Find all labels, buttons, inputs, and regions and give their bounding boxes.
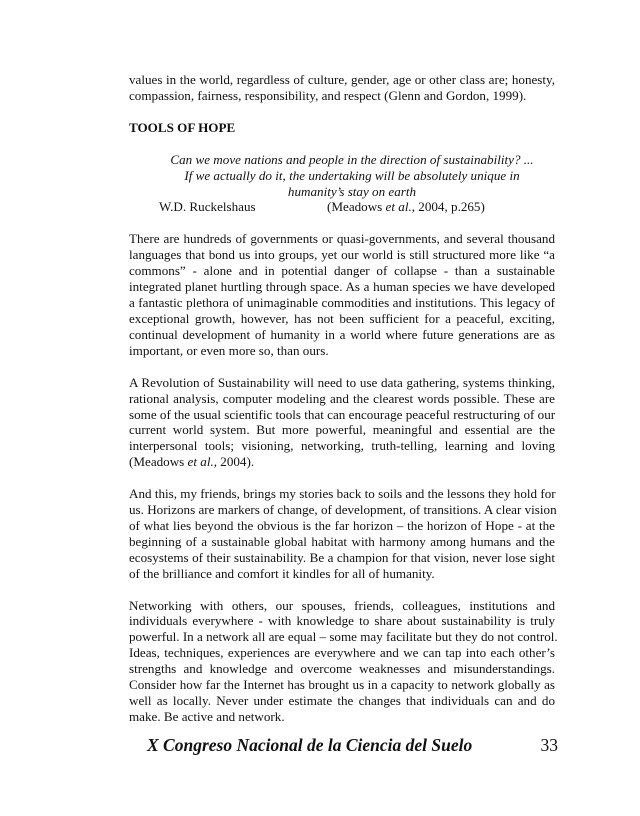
text-line: make. Be active and network.: [129, 708, 285, 724]
citation-text: , 2004).: [213, 454, 255, 470]
paragraph-networking: [129, 597, 558, 725]
text-line: us. Horizons are markers of change, of development, of transitions. A clear vision: [129, 502, 557, 518]
text-line: Ideas, techniques, experiences are everywhere and we can tap into each other’s: [129, 645, 555, 661]
text-line: beginning of a sustainable global habitat with harmony among humans and the: [129, 533, 555, 549]
epigraph-author: W.D. Ruckelshaus: [159, 199, 256, 215]
epigraph-attribution: [129, 199, 555, 215]
text-line: continual development of humanity in a world where future generations are as: [129, 326, 555, 342]
citation-etal: et al.: [187, 454, 214, 470]
epigraph-line: Can we move nations and people in the direction of sustainability? ...: [170, 151, 534, 167]
text-line: powerful. In a network all are equal – some may facilitate but they do not control.: [129, 629, 558, 645]
epigraph-line: humanity’s stay on earth: [287, 183, 417, 199]
text-line: integrated planet hurtling through space. As a human species we have developed: [129, 279, 555, 295]
text-line: rational analysis, computer modeling and the clearest words possible. These are: [129, 390, 555, 406]
text-line: Consider how far the Internet has brought us in a capacity to network globally as: [129, 677, 555, 693]
text-line: of the brilliance and comfort it kindles for all of humanity.: [129, 565, 435, 581]
text-line: languages that bond us into groups, yet our world is still structured more like “a: [129, 247, 555, 263]
page-body: [129, 72, 558, 741]
text-line: strengths and knowledge and overcome weaknesses and misunderstandings.: [129, 661, 555, 677]
text-line: And this, my friends, brings my stories back to soils and the lessons they hold for: [129, 486, 556, 502]
continued-paragraph: [129, 72, 555, 104]
text-line: Networking with others, our spouses, friends, colleagues, institutions and: [129, 597, 555, 613]
text-line: important, or even more so, than ours.: [129, 342, 329, 358]
paragraph-revolution: [129, 375, 555, 470]
text-line: a fantastic plethora of unimaginable commodities and institutions. This legacy of: [129, 295, 555, 311]
text-line: ecosystems of their sustainability. Be a champion for that vision, never lose sight: [129, 549, 555, 565]
text-line: compassion, fairness, responsibility, and respect (Glenn and Gordon, 1999).: [129, 87, 527, 103]
epigraph-quote: [129, 152, 555, 200]
text-line: of what lies beyond the obvious is the far horizon – the horizon of Hope - at the: [129, 517, 555, 533]
text-line: current world system. But more powerful, meaningful and essential are the: [129, 422, 555, 438]
text-line: exceptional growth, however, has not been sufficient for a peaceful, exciting,: [129, 310, 555, 326]
citation-etal: et al.: [385, 199, 412, 215]
text-line: [129, 454, 555, 470]
text-line: well as locally. Never under estimate the changes that individuals can and do: [129, 693, 555, 708]
text-line: interpersonal tools; visioning, networking, truth-telling, learning and loving: [129, 438, 555, 454]
citation-text: (Meadows: [129, 454, 188, 470]
epigraph-citation: [327, 199, 485, 215]
text-line: individuals everywhere - with knowledge to share about sustainability is truly: [129, 613, 555, 629]
text-line: commons” - alone and in potential danger of collapse - than a sustainable: [129, 263, 555, 279]
text-line: some of the usual scientific tools that can encourage peaceful restructuring of our: [129, 406, 556, 422]
text-line: A Revolution of Sustainability will need to use data gathering, systems thinking,: [129, 374, 555, 390]
section-heading: TOOLS OF HOPE: [129, 119, 236, 135]
paragraph-horizons: [129, 486, 555, 581]
epigraph-line: If we actually do it, the undertaking will be absolutely unique in: [184, 167, 520, 183]
page-footer: [147, 735, 558, 757]
citation-text: , 2004, p.265): [411, 199, 485, 215]
footer-title: X Congreso Nacional de la Ciencia del Suelo: [147, 735, 473, 755]
paragraph-governments: [129, 231, 555, 358]
page-number: 33: [540, 735, 558, 755]
citation-text: (Meadows: [327, 199, 386, 215]
text-line: There are hundreds of governments or quasi-governments, and several thousand: [129, 231, 555, 247]
text-line: values in the world, regardless of culture, gender, age or other class are; honesty,: [129, 72, 555, 87]
